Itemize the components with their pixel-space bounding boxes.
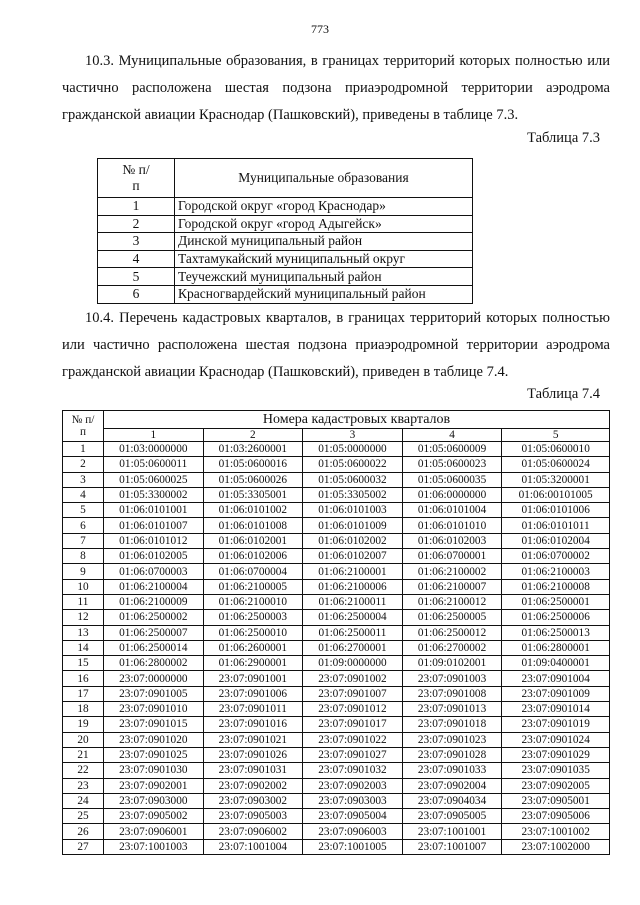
row-number: 1 [98,198,175,216]
row-number: 13 [63,625,104,640]
cadastral-quarter-cell: 23:07:0901003 [402,671,502,686]
cadastral-quarter-cell: 23:07:0902004 [402,778,502,793]
table-7-4-row [63,809,610,824]
cadastral-quarter-cell: 01:06:2500001 [502,594,610,609]
cadastral-quarter-cell: 01:06:0700003 [104,564,204,579]
row-number: 27 [63,839,104,854]
cadastral-quarter-cell: 01:06:0101010 [402,518,502,533]
row-number: 19 [63,717,104,732]
cadastral-quarter-cell: 23:07:0901002 [303,671,403,686]
cadastral-quarter-cell: 23:07:0901011 [203,702,303,717]
cadastral-quarter-cell: 23:07:0901032 [303,763,403,778]
cadastral-quarter-cell: 01:05:0600025 [104,472,204,487]
cadastral-quarter-cell: 01:06:0000000 [402,487,502,502]
cadastral-quarter-cell: 01:06:0101006 [502,503,610,518]
cadastral-quarter-cell: 01:06:0101002 [203,503,303,518]
cadastral-quarter-cell: 23:07:0901023 [402,732,502,747]
cadastral-quarter-cell: 23:07:0903002 [203,793,303,808]
cadastral-quarter-cell: 01:06:2500004 [303,610,403,625]
row-number: 6 [63,518,104,533]
table-7-4-row [63,518,610,533]
row-number: 5 [98,268,175,286]
cadastral-quarter-cell: 01:05:3300002 [104,487,204,502]
cadastral-quarter-cell: 01:06:2100004 [104,579,204,594]
cadastral-quarter-cell: 01:05:0600024 [502,457,610,472]
cadastral-quarter-cell: 23:07:0906002 [203,824,303,839]
row-number: 24 [63,793,104,808]
row-number: 10 [63,579,104,594]
row-number: 2 [98,215,175,233]
cadastral-quarter-cell: 23:07:0901025 [104,747,204,762]
cadastral-quarter-cell: 23:07:0901015 [104,717,204,732]
cadastral-quarter-cell: 23:07:0901020 [104,732,204,747]
municipality-name: Динской муниципальный район [175,233,473,251]
row-number: 22 [63,763,104,778]
table-7-4-row [63,533,610,548]
paragraph-10-3-text: 10.3. Муниципальные образования, в границах территорий которых полностью или частично расположена шестая подзона приаэродромной территории аэродрома гражданской авиации Краснодар (Пашковский), приведены в таблице 7.3. [62,53,610,123]
cadastral-quarter-cell: 23:07:0901018 [402,717,502,732]
cadastral-quarter-cell: 01:06:2100009 [104,594,204,609]
row-number: 1 [63,442,104,457]
table-7-4-row [63,457,610,472]
cadastral-quarter-cell: 23:07:1001002 [502,824,610,839]
table-7-4-row [63,824,610,839]
cadastral-quarter-cell: 01:06:2100002 [402,564,502,579]
row-number: 3 [98,233,175,251]
cadastral-quarter-cell: 01:09:0102001 [402,656,502,671]
cadastral-quarter-cell: 23:07:0906001 [104,824,204,839]
cadastral-quarter-cell: 01:06:2100006 [303,579,403,594]
table-7-3-row [98,215,473,233]
table-7-4-row [63,717,610,732]
cadastral-quarter-cell: 01:06:00101005 [502,487,610,502]
row-number: 21 [63,747,104,762]
cadastral-quarter-cell: 01:06:0102005 [104,549,204,564]
cadastral-quarter-cell: 01:05:0600032 [303,472,403,487]
paragraph-10-4-text: 10.4. Перечень кадастровых кварталов, в границах территорий которых полностью или частично расположена шестая подзона приаэродромной территории аэродрома гражданской авиации Краснодар (Пашковский), приведен в таблице 7.4. [62,310,610,380]
table-7-3-header-num-text: № п/п [122,162,150,193]
cadastral-quarter-cell: 01:06:2100003 [502,564,610,579]
cadastral-quarter-cell: 01:06:2500013 [502,625,610,640]
table-7-4-row [63,793,610,808]
cadastral-quarter-cell: 01:06:2900001 [203,656,303,671]
cadastral-quarter-cell: 23:07:0901009 [502,686,610,701]
row-number: 8 [63,549,104,564]
cadastral-quarter-cell: 01:06:2500012 [402,625,502,640]
cadastral-quarter-cell: 23:07:0905001 [502,793,610,808]
cadastral-quarter-cell: 01:06:2800002 [104,656,204,671]
cadastral-quarter-cell: 01:06:2800001 [502,640,610,655]
cadastral-quarter-cell: 01:05:0600023 [402,457,502,472]
cadastral-quarter-cell: 23:07:0901005 [104,686,204,701]
cadastral-quarter-cell: 01:06:0101003 [303,503,403,518]
cadastral-quarter-cell: 23:07:0905004 [303,809,403,824]
table-7-4-row [63,778,610,793]
paragraph-10-4 [62,305,610,386]
cadastral-quarter-cell: 23:07:0901022 [303,732,403,747]
row-number: 5 [63,503,104,518]
cadastral-quarter-cell: 01:06:2500014 [104,640,204,655]
table-7-4-row [63,610,610,625]
cadastral-quarter-cell: 01:06:0101009 [303,518,403,533]
row-number: 16 [63,671,104,686]
table-7-4-col-5: 5 [502,429,610,442]
row-number: 25 [63,809,104,824]
cadastral-quarter-cell: 23:07:0901017 [303,717,403,732]
cadastral-quarter-cell: 23:07:0901014 [502,702,610,717]
row-number: 11 [63,594,104,609]
cadastral-quarter-cell: 01:06:0101001 [104,503,204,518]
municipality-name: Красногвардейский муниципальный район [175,285,473,303]
row-number: 14 [63,640,104,655]
cadastral-quarter-cell: 01:06:0101012 [104,533,204,548]
row-number: 4 [63,487,104,502]
cadastral-quarter-cell: 23:07:0901007 [303,686,403,701]
cadastral-quarter-cell: 23:07:1001001 [402,824,502,839]
cadastral-quarter-cell: 23:07:0902001 [104,778,204,793]
cadastral-quarter-cell: 01:06:2500006 [502,610,610,625]
table-7-4-row [63,671,610,686]
cadastral-quarter-cell: 23:07:1002000 [502,839,610,854]
cadastral-quarter-cell: 23:07:0901030 [104,763,204,778]
table-7-4-header-group: Номера кадастровых кварталов [104,411,610,429]
cadastral-quarter-cell: 01:06:0700002 [502,549,610,564]
table-7-4-row [63,839,610,854]
table-7-4-caption: Таблица 7.4 [527,386,600,402]
row-number: 3 [63,472,104,487]
cadastral-quarter-cell: 01:06:0102001 [203,533,303,548]
cadastral-quarter-cell: 23:07:0901031 [203,763,303,778]
municipality-name: Городской округ «город Адыгейск» [175,215,473,233]
cadastral-quarter-cell: 23:07:0901016 [203,717,303,732]
table-7-3-body [98,198,473,304]
cadastral-quarter-cell: 23:07:0901026 [203,747,303,762]
cadastral-quarter-cell: 01:05:3305002 [303,487,403,502]
table-7-4 [62,410,610,855]
cadastral-quarter-cell: 01:06:0101004 [402,503,502,518]
cadastral-quarter-cell: 23:07:0901013 [402,702,502,717]
cadastral-quarter-cell: 23:07:0000000 [104,671,204,686]
cadastral-quarter-cell: 23:07:0901029 [502,747,610,762]
cadastral-quarter-cell: 23:07:0905006 [502,809,610,824]
table-7-4-row [63,656,610,671]
table-7-4-col-3: 3 [303,429,403,442]
cadastral-quarter-cell: 01:06:2500010 [203,625,303,640]
cadastral-quarter-cell: 23:07:0903003 [303,793,403,808]
table-7-4-col-1: 1 [104,429,204,442]
cadastral-quarter-cell: 23:07:1001007 [402,839,502,854]
table-7-4-col-4: 4 [402,429,502,442]
cadastral-quarter-cell: 01:06:0102007 [303,549,403,564]
cadastral-quarter-cell: 01:06:2700002 [402,640,502,655]
cadastral-quarter-cell: 01:06:2700001 [303,640,403,655]
row-number: 12 [63,610,104,625]
cadastral-quarter-cell: 01:06:0102003 [402,533,502,548]
table-7-4-row [63,686,610,701]
row-number: 18 [63,702,104,717]
cadastral-quarter-cell: 01:06:0101008 [203,518,303,533]
cadastral-quarter-cell: 23:07:0901028 [402,747,502,762]
cadastral-quarter-cell: 01:06:2500002 [104,610,204,625]
table-7-4-row [63,442,610,457]
cadastral-quarter-cell: 01:06:2100010 [203,594,303,609]
page-number: 773 [311,22,329,36]
table-7-3-row [98,250,473,268]
cadastral-quarter-cell: 01:06:0101007 [104,518,204,533]
cadastral-quarter-cell: 01:06:2100007 [402,579,502,594]
row-number: 9 [63,564,104,579]
cadastral-quarter-cell: 23:07:0902005 [502,778,610,793]
table-7-3-caption: Таблица 7.3 [527,130,600,146]
cadastral-quarter-cell: 23:07:0901008 [402,686,502,701]
table-7-4-row [63,487,610,502]
row-number: 17 [63,686,104,701]
row-number: 2 [63,457,104,472]
cadastral-quarter-cell: 01:05:0600022 [303,457,403,472]
table-7-4-row [63,763,610,778]
cadastral-quarter-cell: 01:05:0600035 [402,472,502,487]
table-7-4-row [63,625,610,640]
cadastral-quarter-cell: 01:05:0600009 [402,442,502,457]
municipality-name: Тахтамукайский муниципальный округ [175,250,473,268]
cadastral-quarter-cell: 01:05:0600016 [203,457,303,472]
row-number: 4 [98,250,175,268]
cadastral-quarter-cell: 23:07:0901001 [203,671,303,686]
table-7-4-row [63,640,610,655]
cadastral-quarter-cell: 01:06:0700001 [402,549,502,564]
cadastral-quarter-cell: 23:07:0901004 [502,671,610,686]
cadastral-quarter-cell: 01:06:2500011 [303,625,403,640]
table-7-3-row [98,198,473,216]
table-7-4-row [63,472,610,487]
table-7-4-row [63,549,610,564]
cadastral-quarter-cell: 01:09:0400001 [502,656,610,671]
cadastral-quarter-cell: 01:06:0102004 [502,533,610,548]
cadastral-quarter-cell: 23:07:0904034 [402,793,502,808]
cadastral-quarter-cell: 23:07:0901027 [303,747,403,762]
table-7-4-row [63,594,610,609]
cadastral-quarter-cell: 01:06:0102002 [303,533,403,548]
row-number: 23 [63,778,104,793]
cadastral-quarter-cell: 23:07:0905005 [402,809,502,824]
table-7-4-col-2: 2 [203,429,303,442]
cadastral-quarter-cell: 23:07:0906003 [303,824,403,839]
row-number: 15 [63,656,104,671]
table-7-4-row [63,702,610,717]
cadastral-quarter-cell: 23:07:0901035 [502,763,610,778]
table-7-4-header-num-text: № п/п [71,414,95,438]
table-7-4-body [63,442,610,855]
cadastral-quarter-cell: 23:07:0901010 [104,702,204,717]
cadastral-quarter-cell: 01:06:2500007 [104,625,204,640]
table-7-4-row [63,747,610,762]
cadastral-quarter-cell: 01:06:2100008 [502,579,610,594]
cadastral-quarter-cell: 01:05:0600026 [203,472,303,487]
municipality-name: Теучежский муниципальный район [175,268,473,286]
cadastral-quarter-cell: 23:07:0902003 [303,778,403,793]
cadastral-quarter-cell: 01:03:2600001 [203,442,303,457]
cadastral-quarter-cell: 01:06:2100005 [203,579,303,594]
cadastral-quarter-cell: 01:06:2500003 [203,610,303,625]
cadastral-quarter-cell: 01:06:2100011 [303,594,403,609]
cadastral-quarter-cell: 23:07:0902002 [203,778,303,793]
cadastral-quarter-cell: 23:07:0901021 [203,732,303,747]
row-number: 26 [63,824,104,839]
cadastral-quarter-cell: 01:05:3305001 [203,487,303,502]
cadastral-quarter-cell: 01:06:2600001 [203,640,303,655]
cadastral-quarter-cell: 23:07:0901033 [402,763,502,778]
municipality-name: Городской округ «город Краснодар» [175,198,473,216]
table-7-4-header-num [63,411,104,442]
row-number: 7 [63,533,104,548]
cadastral-quarter-cell: 23:07:1001004 [203,839,303,854]
table-7-4-row [63,564,610,579]
cadastral-quarter-cell: 01:05:0600010 [502,442,610,457]
table-7-3 [97,158,473,304]
cadastral-quarter-cell: 23:07:0901024 [502,732,610,747]
cadastral-quarter-cell: 01:03:0000000 [104,442,204,457]
cadastral-quarter-cell: 01:06:2500005 [402,610,502,625]
cadastral-quarter-cell: 01:06:2100012 [402,594,502,609]
cadastral-quarter-cell: 01:05:0000000 [303,442,403,457]
table-7-3-row [98,285,473,303]
cadastral-quarter-cell: 23:07:0901012 [303,702,403,717]
row-number: 6 [98,285,175,303]
cadastral-quarter-cell: 01:06:0101011 [502,518,610,533]
table-7-3-header-name: Муниципальные образования [175,159,473,198]
cadastral-quarter-cell: 23:07:0901006 [203,686,303,701]
cadastral-quarter-cell: 01:05:3200001 [502,472,610,487]
cadastral-quarter-cell: 23:07:1001005 [303,839,403,854]
cadastral-quarter-cell: 23:07:0901019 [502,717,610,732]
cadastral-quarter-cell: 23:07:0903000 [104,793,204,808]
cadastral-quarter-cell: 01:06:0102006 [203,549,303,564]
cadastral-quarter-cell: 23:07:1001003 [104,839,204,854]
cadastral-quarter-cell: 01:05:0600011 [104,457,204,472]
cadastral-quarter-cell: 01:06:0700004 [203,564,303,579]
table-7-3-header-num [98,159,175,198]
cadastral-quarter-cell: 23:07:0905002 [104,809,204,824]
table-7-4-row [63,579,610,594]
paragraph-10-3 [62,48,610,129]
cadastral-quarter-cell: 01:06:2100001 [303,564,403,579]
row-number: 20 [63,732,104,747]
cadastral-quarter-cell: 23:07:0905003 [203,809,303,824]
table-7-3-row [98,233,473,251]
cadastral-quarter-cell: 01:09:0000000 [303,656,403,671]
table-7-4-row [63,732,610,747]
table-7-4-row [63,503,610,518]
table-7-3-row [98,268,473,286]
